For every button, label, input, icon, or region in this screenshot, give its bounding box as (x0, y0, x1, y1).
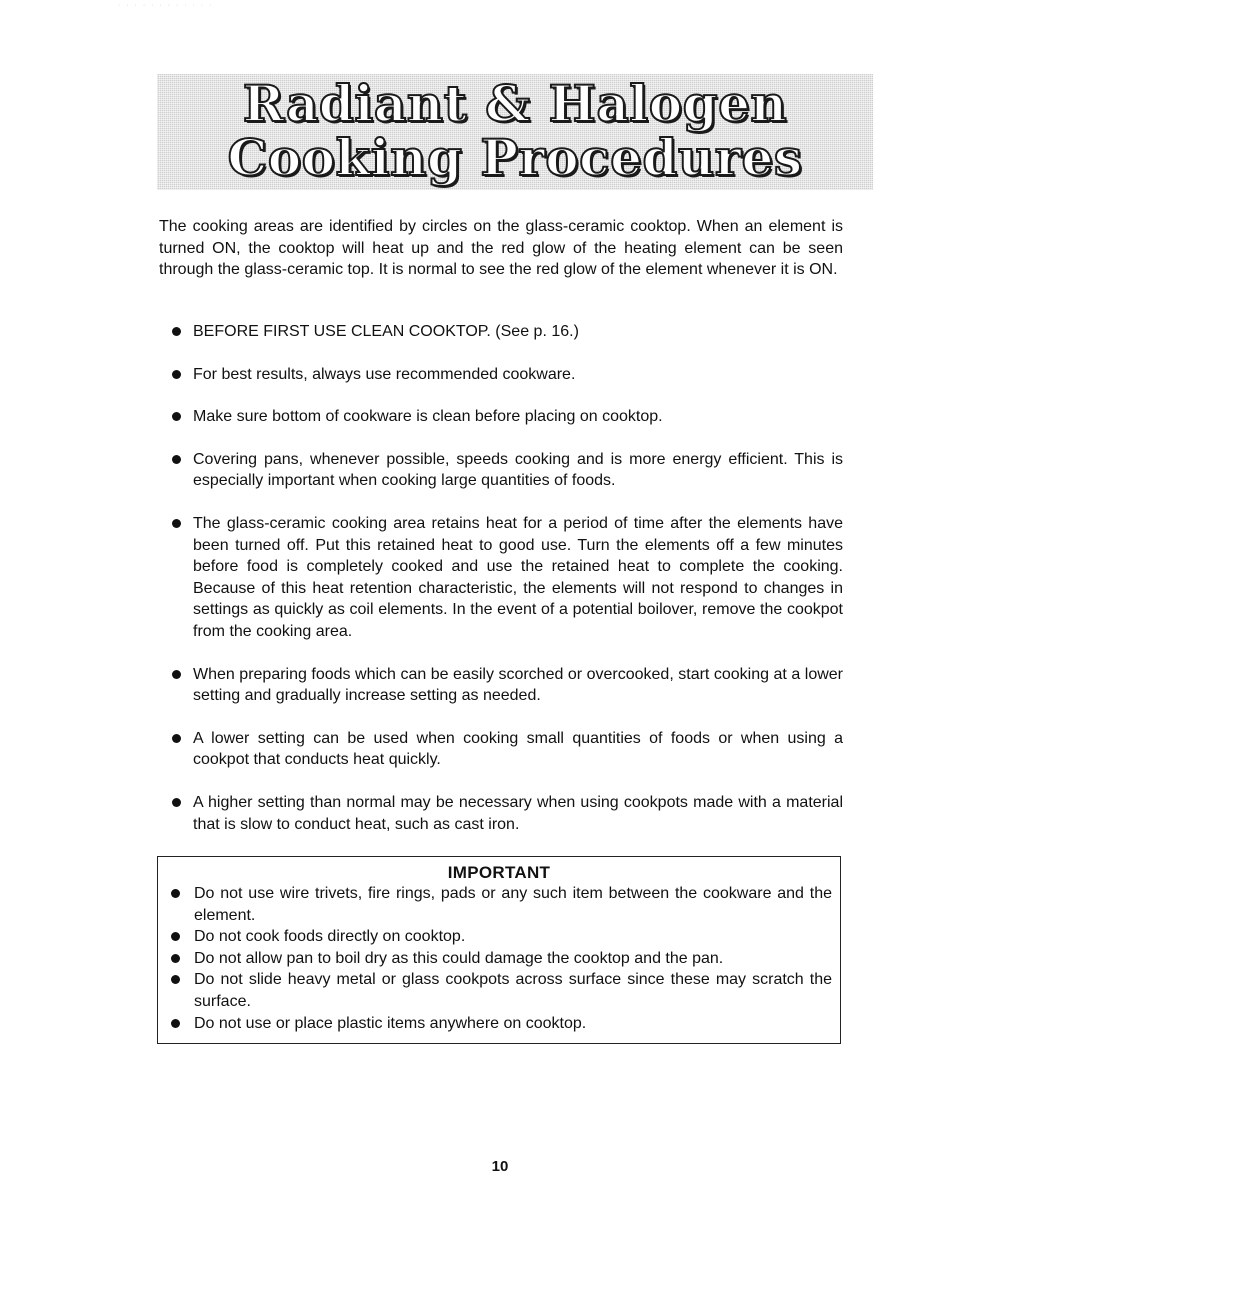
important-item (160, 969, 832, 1012)
important-item (160, 926, 832, 948)
bullet-icon (172, 455, 181, 464)
page-title-line-1: Radiant & Halogen (242, 74, 788, 133)
bullet-icon (172, 327, 181, 336)
bullet-icon (172, 734, 181, 743)
list-item (159, 513, 843, 643)
list-item-text: For best results, always use recommended cookware. (193, 365, 576, 383)
list-item-text: A higher setting than normal may be necessary when using cookpots made with a material that is slow to conduct heat, such as cast iron. (193, 793, 843, 833)
bullet-icon (171, 889, 180, 898)
list-item-text: BEFORE FIRST USE CLEAN COOKTOP. (See p. 16.) (193, 323, 579, 340)
list-item (159, 449, 843, 492)
important-notice-box (157, 856, 841, 1044)
important-item (160, 1013, 832, 1035)
bullet-icon (171, 954, 180, 963)
bullet-icon (172, 670, 181, 679)
important-item (160, 883, 832, 926)
bullet-icon (172, 798, 181, 807)
list-item-text: Covering pans, whenever possible, speeds cooking and is more energy efficient. This is especially important when cooking large quantities of foods. (193, 450, 843, 490)
important-item-text: Do not use wire trivets, fire rings, pads or any such item between the cookware and the element. (194, 885, 832, 924)
list-item-text: The glass-ceramic cooking area retains heat for a period of time after the elements have been turned off. Put this retained heat to good use. Turn the elements off a few minutes before food is completely cooked and use the retained heat to complete the cooking. Because of this heat retention characteristic, the elements will not respond to changes in settings as quickly as coil elements. In the event of a potential boilover, remove the cookpot from the cooking area. (193, 514, 843, 640)
page-title-line-2: Cooking Procedures (227, 128, 803, 187)
bullet-icon (171, 1019, 180, 1028)
scan-artifact: · · · · · · · · · · · · (118, 2, 214, 9)
important-item-text: Do not cook foods directly on cooktop. (194, 928, 466, 946)
important-heading: IMPORTANT (447, 863, 551, 882)
list-item-text: When preparing foods which can be easily scorched or overcooked, start cooking at a lower setting and gradually increase setting as needed. (193, 665, 843, 705)
important-item (160, 948, 832, 970)
bullet-icon (171, 932, 180, 941)
intro-paragraph: The cooking areas are identified by circles on the glass-ceramic cooktop. When an element is turned ON, the cooktop will heat up and the red glow of the heating element can be seen through the glass-ceramic top. It is normal to see the red glow of the element whenever it is ON. (159, 218, 843, 279)
list-item (159, 728, 843, 771)
page-number: 10 (491, 1158, 509, 1175)
important-item-text: Do not use or place plastic items anywhere on cooktop. (194, 1014, 587, 1032)
title-banner (157, 74, 873, 190)
bullet-icon (172, 412, 181, 421)
important-item-text: Do not allow pan to boil dry as this could damage the cooktop and the pan. (194, 949, 724, 967)
important-item-text: Do not slide heavy metal or glass cookpots across surface since these may scratch the surface. (194, 971, 832, 1010)
list-item (159, 406, 843, 428)
list-item (159, 364, 843, 386)
list-item (159, 664, 843, 707)
bullet-icon (172, 519, 181, 528)
list-item (159, 792, 843, 835)
list-item-text: Make sure bottom of cookware is clean before placing on cooktop. (193, 408, 663, 426)
bullet-icon (171, 975, 180, 984)
bullet-list (159, 321, 843, 856)
list-item (159, 321, 843, 343)
bullet-icon (172, 370, 181, 379)
important-list (160, 883, 832, 1034)
list-item-text: A lower setting can be used when cooking small quantities of foods or when using a cookpot that conducts heat quickly. (193, 729, 843, 769)
